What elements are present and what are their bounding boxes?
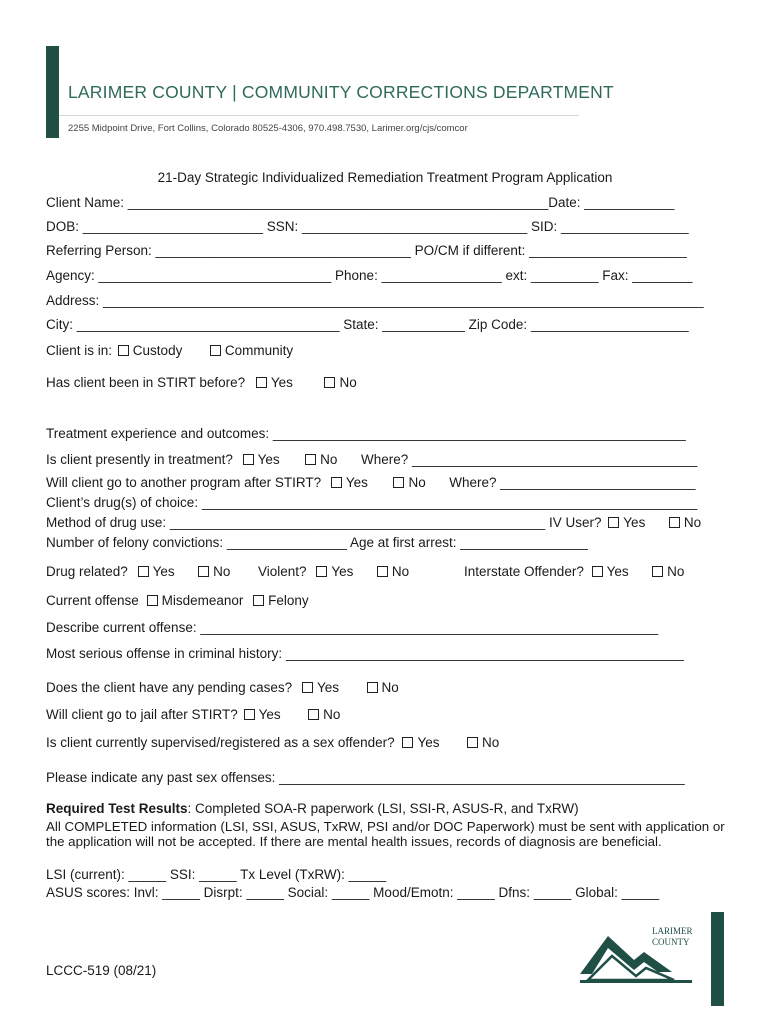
sex-offender-no-checkbox[interactable] <box>467 737 478 748</box>
interstate-no-checkbox[interactable] <box>652 566 663 577</box>
iv-user-label: IV User? <box>549 515 602 530</box>
jail-after-label: Will client go to jail after STIRT? <box>46 707 238 722</box>
logo-text-county: COUNTY <box>652 937 690 947</box>
current-offense-label: Current offense <box>46 593 139 608</box>
stirt-before-label: Has client been in STIRT before? <box>46 375 246 390</box>
no-label: No <box>213 564 231 579</box>
address-field[interactable]: Address: ________________________________________________________________________________ <box>46 293 704 308</box>
jail-after-row <box>46 707 340 723</box>
yes-label: Yes <box>606 564 629 579</box>
most-serious-offense-field[interactable]: Most serious offense in criminal history: _____________________________________________________ <box>46 646 684 661</box>
where-label: Where? <box>449 475 497 490</box>
client-name-field[interactable]: Client Name: ________________________________________________________Date: ____________ <box>46 195 675 210</box>
no-label: No <box>683 515 702 530</box>
header-accent-bar <box>46 46 59 138</box>
drug-related-yes-checkbox[interactable] <box>138 566 149 577</box>
sex-offender-label: Is client currently supervised/registered as a sex offender? <box>46 735 395 750</box>
community-label: Community <box>224 343 294 358</box>
yes-label: Yes <box>316 680 339 695</box>
yes-label: Yes <box>257 452 280 467</box>
interstate-offender-label: Interstate Offender? <box>464 564 584 579</box>
lsi-scores-field[interactable]: LSI (current): _____ SSI: _____ Tx Level (TxRW): _____ <box>46 867 387 882</box>
sex-offender-row <box>46 735 499 751</box>
iv-user-no-checkbox[interactable] <box>669 517 680 528</box>
iv-user-yes-checkbox[interactable] <box>608 517 619 528</box>
another-program-row <box>46 475 696 491</box>
felony-convictions-field[interactable]: Number of felony convictions: ________________ Age at first arrest: _________________ <box>46 535 588 550</box>
form-title: 21-Day Strategic Individualized Remediation Treatment Program Application <box>157 170 613 185</box>
required-tests-text: : Completed SOA-R paperwork (LSI, SSI-R, ASUS-R, and TxRW) <box>187 801 579 816</box>
where-program-field[interactable]: __________________________ <box>500 475 696 490</box>
yes-label: Yes <box>623 515 646 530</box>
another-program-label: Will client go to another program after STIRT? <box>46 475 322 490</box>
drug-related-no-checkbox[interactable] <box>198 566 209 577</box>
logo-text-larimer: LARIMER <box>652 926 693 936</box>
jail-after-no-checkbox[interactable] <box>308 709 319 720</box>
drugs-of-choice-field[interactable]: Client’s drug(s) of choice: __________________________________________________________________ <box>46 495 698 510</box>
where-label: Where? <box>360 452 409 467</box>
custody-checkbox[interactable] <box>118 345 129 356</box>
felony-checkbox[interactable] <box>253 595 264 606</box>
no-label: No <box>323 707 341 722</box>
method-drug-use-row <box>46 515 701 531</box>
pending-cases-row <box>46 680 399 696</box>
pending-cases-no-checkbox[interactable] <box>367 682 378 693</box>
required-tests-heading: Required Test Results <box>46 801 188 816</box>
stirt-before-no-checkbox[interactable] <box>324 377 335 388</box>
pending-cases-label: Does the client have any pending cases? <box>46 680 293 695</box>
another-program-yes-checkbox[interactable] <box>331 477 342 488</box>
department-address: 2255 Midpoint Drive, Fort Collins, Colorado 80525-4306, 970.498.7530, Larimer.org/cjs/comcor <box>68 123 468 134</box>
agency-phone-field[interactable]: Agency: _______________________________ Phone: ________________ ext: _________ Fax: ________ <box>46 268 693 283</box>
drug-related-group <box>46 564 230 580</box>
violent-group <box>258 564 409 580</box>
header-divider <box>59 115 579 116</box>
footer-accent-bar <box>711 912 724 1006</box>
no-label: No <box>391 564 410 579</box>
asus-scores-field[interactable]: ASUS scores: Invl: _____ Disrpt: _____ Social: _____ Mood/Emotn: _____ Dfns: _____ Global: _____ <box>46 885 660 900</box>
violent-no-checkbox[interactable] <box>377 566 388 577</box>
yes-label: Yes <box>270 375 293 390</box>
pending-cases-yes-checkbox[interactable] <box>302 682 313 693</box>
no-label: No <box>339 375 357 390</box>
yes-label: Yes <box>331 564 354 579</box>
required-tests-line <box>46 801 579 817</box>
custody-label: Custody <box>132 343 183 358</box>
community-checkbox[interactable] <box>210 345 221 356</box>
stirt-before-yes-checkbox[interactable] <box>256 377 267 388</box>
method-drug-use-field[interactable]: Method of drug use: __________________________________________________ <box>46 515 546 530</box>
yes-label: Yes <box>417 735 440 750</box>
violent-label: Violent? <box>258 564 307 579</box>
mountain-logo-icon <box>578 918 696 984</box>
jail-after-yes-checkbox[interactable] <box>244 709 255 720</box>
interstate-group <box>464 564 684 580</box>
presently-treatment-no-checkbox[interactable] <box>305 454 316 465</box>
sex-offender-yes-checkbox[interactable] <box>402 737 413 748</box>
treatment-experience-field[interactable]: Treatment experience and outcomes: _______________________________________________________ <box>46 426 686 441</box>
yes-label: Yes <box>258 707 281 722</box>
misdemeanor-label: Misdemeanor <box>161 593 244 608</box>
yes-label: Yes <box>345 475 368 490</box>
another-program-no-checkbox[interactable] <box>393 477 404 488</box>
where-treatment-field[interactable]: ______________________________________ <box>412 452 698 467</box>
stirt-before-row <box>46 375 357 391</box>
past-sex-offenses-field[interactable]: Please indicate any past sex offenses: ______________________________________________________ <box>46 770 685 785</box>
form-code: LCCC-519 (08/21) <box>46 963 157 978</box>
violent-yes-checkbox[interactable] <box>316 566 327 577</box>
presently-treatment-label: Is client presently in treatment? <box>46 452 233 467</box>
drug-related-label: Drug related? <box>46 564 128 579</box>
interstate-yes-checkbox[interactable] <box>592 566 603 577</box>
current-offense-row <box>46 593 309 609</box>
misdemeanor-checkbox[interactable] <box>147 595 158 606</box>
no-label: No <box>482 735 500 750</box>
no-label: No <box>320 452 338 467</box>
presently-treatment-row <box>46 452 697 468</box>
no-label: No <box>381 680 399 695</box>
yes-label: Yes <box>152 564 175 579</box>
describe-offense-field[interactable]: Describe current offense: _____________________________________________________________ <box>46 620 659 635</box>
department-title: LARIMER COUNTY | COMMUNITY CORRECTIONS DEPARTMENT <box>68 82 614 102</box>
referring-person-field[interactable]: Referring Person: __________________________________ PO/CM if different: _____________________ <box>46 243 687 258</box>
completed-info-paragraph: All COMPLETED information (LSI, SSI, ASUS, TxRW, PSI and/or DOC Paperwork) must be sent with application or the application will not be accepted. If there are mental health issues, records of diagnosis are beneficial. <box>46 819 725 850</box>
presently-treatment-yes-checkbox[interactable] <box>243 454 254 465</box>
larimer-county-logo <box>578 918 696 984</box>
city-state-zip-field[interactable]: City: ___________________________________ State: ___________ Zip Code: _____________________ <box>46 317 689 332</box>
client-location-row <box>46 343 293 359</box>
no-label: No <box>667 564 685 579</box>
no-label: No <box>408 475 426 490</box>
dob-ssn-sid-field[interactable]: DOB: ________________________ SSN: ______________________________ SID: _________________ <box>46 219 689 234</box>
felony-label: Felony <box>268 593 309 608</box>
client-location-label: Client is in: <box>46 343 113 358</box>
